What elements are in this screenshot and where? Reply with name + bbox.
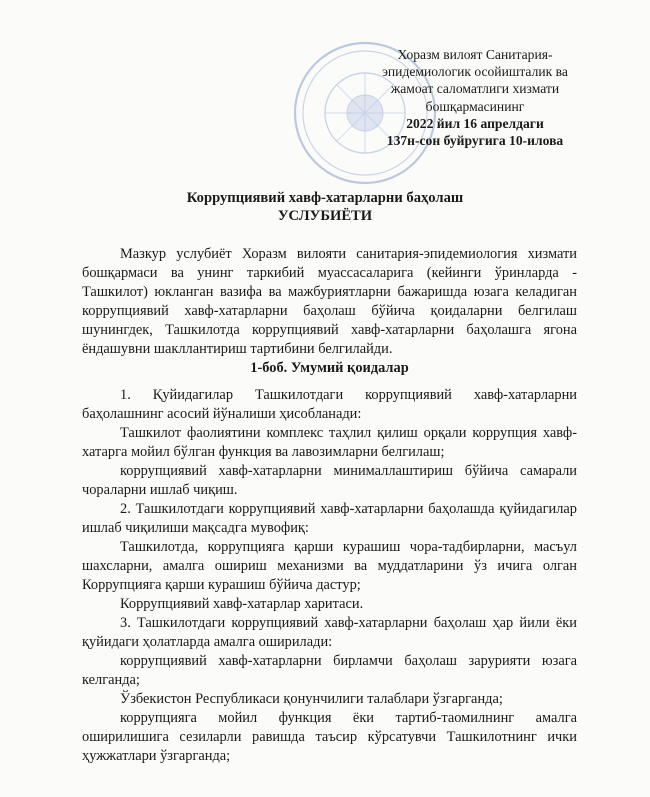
paragraph: Коррупциявий хавф-хатарлар харитаси. [120,596,364,612]
approval-header [330,46,620,149]
header-line: 137н-сон буйругига 10-илова [386,133,564,149]
document-subtitle: УСЛУБИЁТИ [277,208,373,224]
header-line: эпидемиологик осойишталик ва [382,64,568,80]
paragraph: Ўзбекистон Республикаси қонунчилиги талаблари ўзгарганда; [120,691,503,707]
paragraph: коррупциявий хавф-хатарларни бирламчи баҳолаш зарурияти юзага келганда; [82,653,577,688]
header-line: Хоразм вилоят Санитария- [397,47,553,62]
header-line: бошқармасининг [425,98,525,114]
document-body [82,245,577,766]
paragraph: Ташкилотда, коррупцияга қарши курашиш чора-тадбирларни, масъул шахсларни, амалга ошириш механизми ва муддатларини ўз ичига олган Коррупцияга қарши курашиш бўйича дастур; [82,539,577,593]
paragraph: 1. Қуйидагилар Ташкилотдаги коррупциявий хавф-хатарларни баҳолашнинг асосий йўналиши ҳисобланади: [82,387,577,422]
paragraph: 3. Ташкилотдаги коррупциявий хавф-хатарларни баҳолаш ҳар йили ёки қуйидаги ҳолатларда амалга оширилади: [82,615,577,650]
paragraph: Ташкилот фаолиятини комплекс таҳлил қилиш орқали коррупция хавф-хатарга мойил бўлган функция ва лавозимларни белгилаш; [82,425,577,460]
paragraph: 2. Ташкилотдаги коррупциявий хавф-хатарларни баҳолашда қуйидагилар ишлаб чиқилиши мақсадга мувофиқ: [82,501,577,536]
document-title: Коррупциявий хавф-хатарларни баҳолаш [186,190,464,206]
header-line: жамоат саломатлиги хизмати [390,81,560,97]
intro-paragraph: Мазкур услубиёт Хоразм вилояти санитария-эпидемиология хизмати бошқармаси ва унинг таркибий муассасаларига (кейинги ўринларда - Ташкилот) юкланган вазифа ва мажбуриятларни бажаришда юзага келадиган коррупциявий хавф-хатарларни баҳолаш бўйича қоидаларни белгилаш шунингдек, Ташкилотда коррупциявий хавф-хатарларни баҳолашга ягона ёндашувни шакллантириш тартибини белгилайди. [82,246,577,357]
chapter-heading: 1-боб. Умумий қоидалар [250,360,409,376]
paragraph: коррупцияга мойил функция ёки тартиб-таомилнинг амалга оширилишига сезиларли равишда таъсир кўрсатувчи Ташкилотнинг ички ҳужжатлари ўзгарганда; [82,710,577,764]
header-line: 2022 йил 16 апрелдаги [406,115,544,131]
paragraph: коррупциявий хавф-хатарларни минималлаштириш бўйича самарали чораларни ишлаб чиқиш. [82,463,577,498]
